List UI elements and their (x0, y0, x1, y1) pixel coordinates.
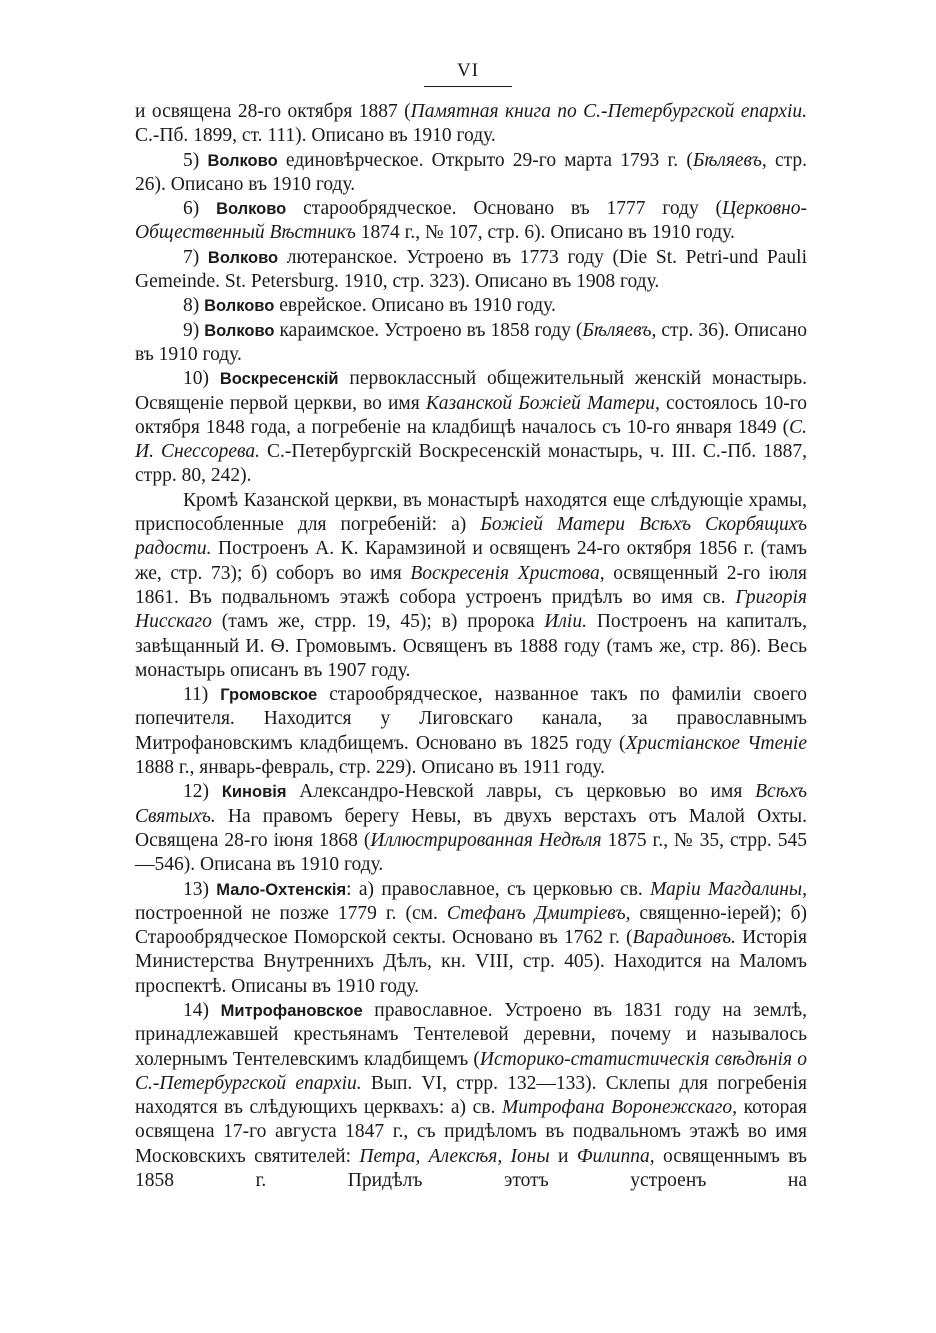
text-run: 1874 г., № 107, стр. 6). Описано въ 1910 году. (355, 222, 735, 244)
dedication: Митрофана Воронежскаго, (501, 1097, 738, 1119)
entry-heading: Волково (204, 321, 275, 340)
entry-number: 9) (183, 319, 205, 341)
entry-number: 6) (183, 198, 217, 220)
citation: Историко-статистическія свѣдѣнія о С.-Петербургской епархіи. (135, 1048, 807, 1094)
entry-10 (135, 367, 807, 488)
citation: Бѣляевъ, (582, 319, 657, 341)
dedication: Всѣхъ Святыхъ. (135, 781, 807, 827)
citation: Стефанъ Дмитріевъ, (446, 902, 631, 924)
text-run: На правомъ берегу Невы, въ двухъ верстахъ отъ Малой Охты. Освящена 28-го іюня 1868 ( (135, 805, 807, 851)
text-run: единовѣрческое. Открыто 29-го марта 1793 г. ( (277, 149, 693, 171)
text-run: еврейское. Описано въ 1910 году. (274, 295, 556, 317)
entry-heading: Волково (207, 248, 279, 267)
entry-heading: Волково (204, 297, 275, 316)
text-run: освященнымъ въ 1858 г. Придѣлъ этотъ устроенъ на (135, 1145, 807, 1192)
citation: С. И. Снессорева. (135, 416, 807, 463)
entry-11 (135, 683, 807, 780)
text-run: Кромѣ Казанской церкви, въ монастырѣ находятся еще слѣдующіе храмы, приспособленные для погребеній: а) (135, 489, 807, 536)
entry-5 (135, 149, 807, 198)
entry-heading: Митрофановское (220, 1001, 363, 1020)
text-run: С.-Пб. 1899, ст. 111). Описано въ 1910 году. (135, 125, 496, 147)
citation: Христіанское Чтеніе (625, 732, 807, 754)
dedication: Григорія Нисскаго (135, 586, 807, 633)
text-run: Вып. VI, стрр. 132—133). Склепы для погребенія находятся въ слѣдующихъ церквахъ: а) св. (135, 1072, 807, 1119)
dedication: Петра, Алексѣя, Іоны (359, 1145, 550, 1167)
text-run: старообрядческое, названное такъ по фамиліи своего попечителя. Находится у Лиговскаго канала, за православнымъ Митрофановскимъ кладбищемъ. Основано въ 1825 году ( (135, 684, 807, 754)
text-run: Александро-Невской лавры, съ церковью во имя (286, 781, 756, 803)
text-run: стр. 36). Описано въ 1910 году. (135, 319, 807, 365)
entry-number: 12) (183, 781, 222, 803)
entry-10-continued (135, 489, 807, 683)
dedication: Маріи Магдалины, (650, 878, 807, 900)
entry-8 (135, 294, 807, 318)
entry-13 (135, 878, 807, 999)
entry-number: 7) (183, 246, 208, 268)
text-run: построенной не позже 1779 г. (см. (135, 902, 447, 924)
text-run: 1888 г., январь-февраль, стр. 229). Описано въ 1911 году. (135, 757, 605, 779)
dedication: Воскресенія Христова, (410, 562, 605, 584)
entry-number: 10) (183, 368, 220, 390)
dedication: Божіей Матери Всѣхъ Скорбящихъ радости. (135, 514, 808, 560)
text-run: 1875 г., № 35, стрр. 545—546). Описана въ 1910 году. (135, 829, 808, 876)
entry-heading: Волково (207, 151, 278, 170)
entry-12 (135, 780, 807, 877)
entry-number: 13) (183, 878, 217, 900)
page-number: VI (456, 60, 480, 81)
dedication: Казанской Божіей Матери, (425, 392, 660, 414)
entry-heading: Киновія (221, 783, 287, 802)
text-run: стр. 26). Описано въ 1910 году. (135, 149, 807, 195)
text-run: Построенъ на капиталъ, завѣщанный И. Ѳ. Громовымъ. Освященъ въ 1888 году (тамъ же, стр. 86). Весь монастырь описанъ въ 1907 году. (135, 611, 807, 681)
entry-14 (135, 999, 807, 1193)
entry-number: 14) (183, 999, 221, 1021)
text-run: и (549, 1145, 577, 1167)
entry-number: 8) (183, 295, 205, 317)
citation: Варадиновъ. (632, 927, 736, 949)
page-header (0, 60, 936, 87)
dedication: Филиппа, (576, 1145, 655, 1167)
text-run: состоялось 10-го октября 1848 года, а погребеніе на кладбищѣ началось съ 10-го января 1849 ( (135, 392, 808, 438)
text-run: православное. Устроено въ 1831 году на землѣ, принадлежавшей крестьянамъ Тентелевой деревни, почему и называлось холернымъ Тентелевскимъ кладбищемъ ( (135, 999, 807, 1070)
text-run: лютеранское. Устроено въ 1773 году (Die St. Petri-und Pauli Gemeinde. St. Petersburg. 1910, стр. 323). Описано въ 1908 году. (135, 246, 807, 293)
text-run: первоклассный общежительный женскій монастырь. Освященіе первой церкви, во имя (135, 368, 807, 414)
text-run: : а) православное, съ церковью св. (346, 878, 651, 900)
text-run: караимское. Устроено въ 1858 году ( (274, 319, 583, 341)
citation: Иллюстрированная Недѣля (370, 829, 602, 851)
text-run: С.-Петербургскій Воскресенскій монастырь, ч. III. С.-Пб. 1887, стрр. 80, 242). (135, 441, 807, 487)
entry-heading: Мало-Охтенскія (216, 880, 347, 899)
citation: Бѣляевъ, (692, 149, 767, 171)
entry-7 (135, 246, 807, 295)
text-run: и освящена 28-го октября 1887 ( (135, 101, 411, 122)
paragraph-continuation (135, 100, 807, 149)
entry-number: 5) (183, 149, 208, 171)
entry-number: 11) (183, 684, 221, 706)
entry-heading: Воскресенскій (219, 370, 339, 389)
entry-heading: Громовское (220, 686, 318, 705)
text-run: Исторія Министерства Внутреннихъ Дѣлъ, кн. VIII, стр. 405). Находится на Маломъ проспектѣ. Описаны въ 1910 году. (135, 927, 808, 997)
text-run: старообрядческое. Основано въ 1777 году ( (286, 198, 722, 220)
header-rule (424, 86, 512, 87)
text-run: (тамъ же, стрр. 19, 45); в) пророка (211, 611, 545, 633)
text-run: которая освящена 17-го августа 1847 г., съ придѣломъ въ подвальномъ этажѣ во имя Московскихъ святителей: (135, 1097, 807, 1167)
entry-6 (135, 197, 807, 246)
page-body (135, 100, 807, 1193)
text-run: Построенъ А. К. Карамзиной и освященъ 24-го октября 1856 г. (тамъ же, стр. 73); б) соборъ во имя (135, 538, 807, 584)
citation: Церковно-Общественный Вѣстникъ (135, 198, 807, 244)
text-run: священно-іерей); б) Старообрядческое Поморской секты. Основано въ 1762 г. ( (135, 902, 807, 949)
citation: Памятная книга по С.-Петербургской епархіи. (410, 101, 807, 122)
text-run: освященный 2-го іюля 1861. Въ подвальномъ этажѣ собора устроенъ придѣлъ во имя св. (135, 562, 807, 608)
entry-9 (135, 319, 807, 368)
entry-heading: Волково (216, 200, 287, 219)
dedication: Иліи. (544, 611, 587, 633)
